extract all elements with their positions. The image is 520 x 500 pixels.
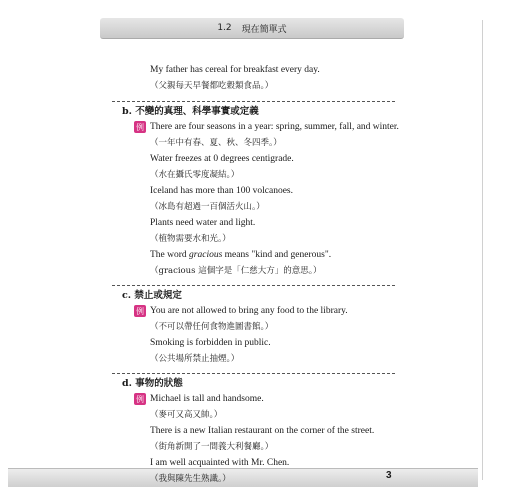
example-zh: （我與陳先生熟識。） <box>150 474 231 484</box>
example-en <box>150 249 331 261</box>
section-divider <box>112 101 395 102</box>
running-header <box>100 18 404 39</box>
example-badge: 例 <box>136 306 144 316</box>
example-zh: （gracious 這個字是「仁慈大方」的意思。） <box>150 266 322 276</box>
example-zh: （不可以帶任何食物進圖書館。） <box>150 322 274 332</box>
example-badge: 例 <box>136 394 144 404</box>
section-divider <box>112 373 395 374</box>
intro-example-zh: （父親每天早餐都吃穀類食品。） <box>150 81 274 91</box>
footer-bar <box>8 468 478 487</box>
example-en: Water freezes at 0 degrees centigrade. <box>150 154 294 164</box>
example-en: There is a new Italian restaurant on the corner of the street. <box>150 426 375 436</box>
example-zh: （水在攝氏零度凝結。） <box>150 170 240 180</box>
section-heading-c: c. 禁止或規定 <box>122 290 182 301</box>
example-en-pre: The word <box>150 250 190 260</box>
example-en-term: gracious <box>189 250 223 260</box>
margin-rule <box>482 20 483 480</box>
example-zh: （冰島有超過一百個活火山。） <box>150 202 265 212</box>
example-zh: （麥可又高又帥。） <box>150 410 223 420</box>
example-en: You are not allowed to bring any food to the library. <box>150 306 348 316</box>
example-zh: （一年中有春、夏、秋、冬四季。） <box>150 138 282 148</box>
example-en: Iceland has more than 100 volcanoes. <box>150 186 293 196</box>
section-heading-d: d. 事物的狀態 <box>122 378 183 389</box>
section-heading-b: b. 不變的真理、科學事實或定義 <box>122 106 259 117</box>
example-en: Smoking is forbidden in public. <box>150 338 271 348</box>
section-divider <box>112 285 395 286</box>
example-en: There are four seasons in a year: spring, summer, fall, and winter. <box>150 122 399 132</box>
example-en: I am well acquainted with Mr. Chen. <box>150 458 290 468</box>
example-zh: （植物需要水和光。） <box>150 234 231 244</box>
example-badge: 例 <box>136 122 144 132</box>
page-number: 3 <box>386 470 392 481</box>
header-section-number: 1.2 <box>217 23 232 33</box>
example-en: Michael is tall and handsome. <box>150 394 264 404</box>
example-en-post: means "kind and generous". <box>222 250 332 260</box>
example-zh: （街角新開了一間義大利餐廳。） <box>150 442 274 452</box>
example-en: Plants need water and light. <box>150 218 256 228</box>
example-zh: （公共場所禁止抽煙。） <box>150 354 240 364</box>
header-title: 現在簡單式 <box>241 24 287 35</box>
intro-example-en: My father has cereal for breakfast every day. <box>150 65 320 75</box>
